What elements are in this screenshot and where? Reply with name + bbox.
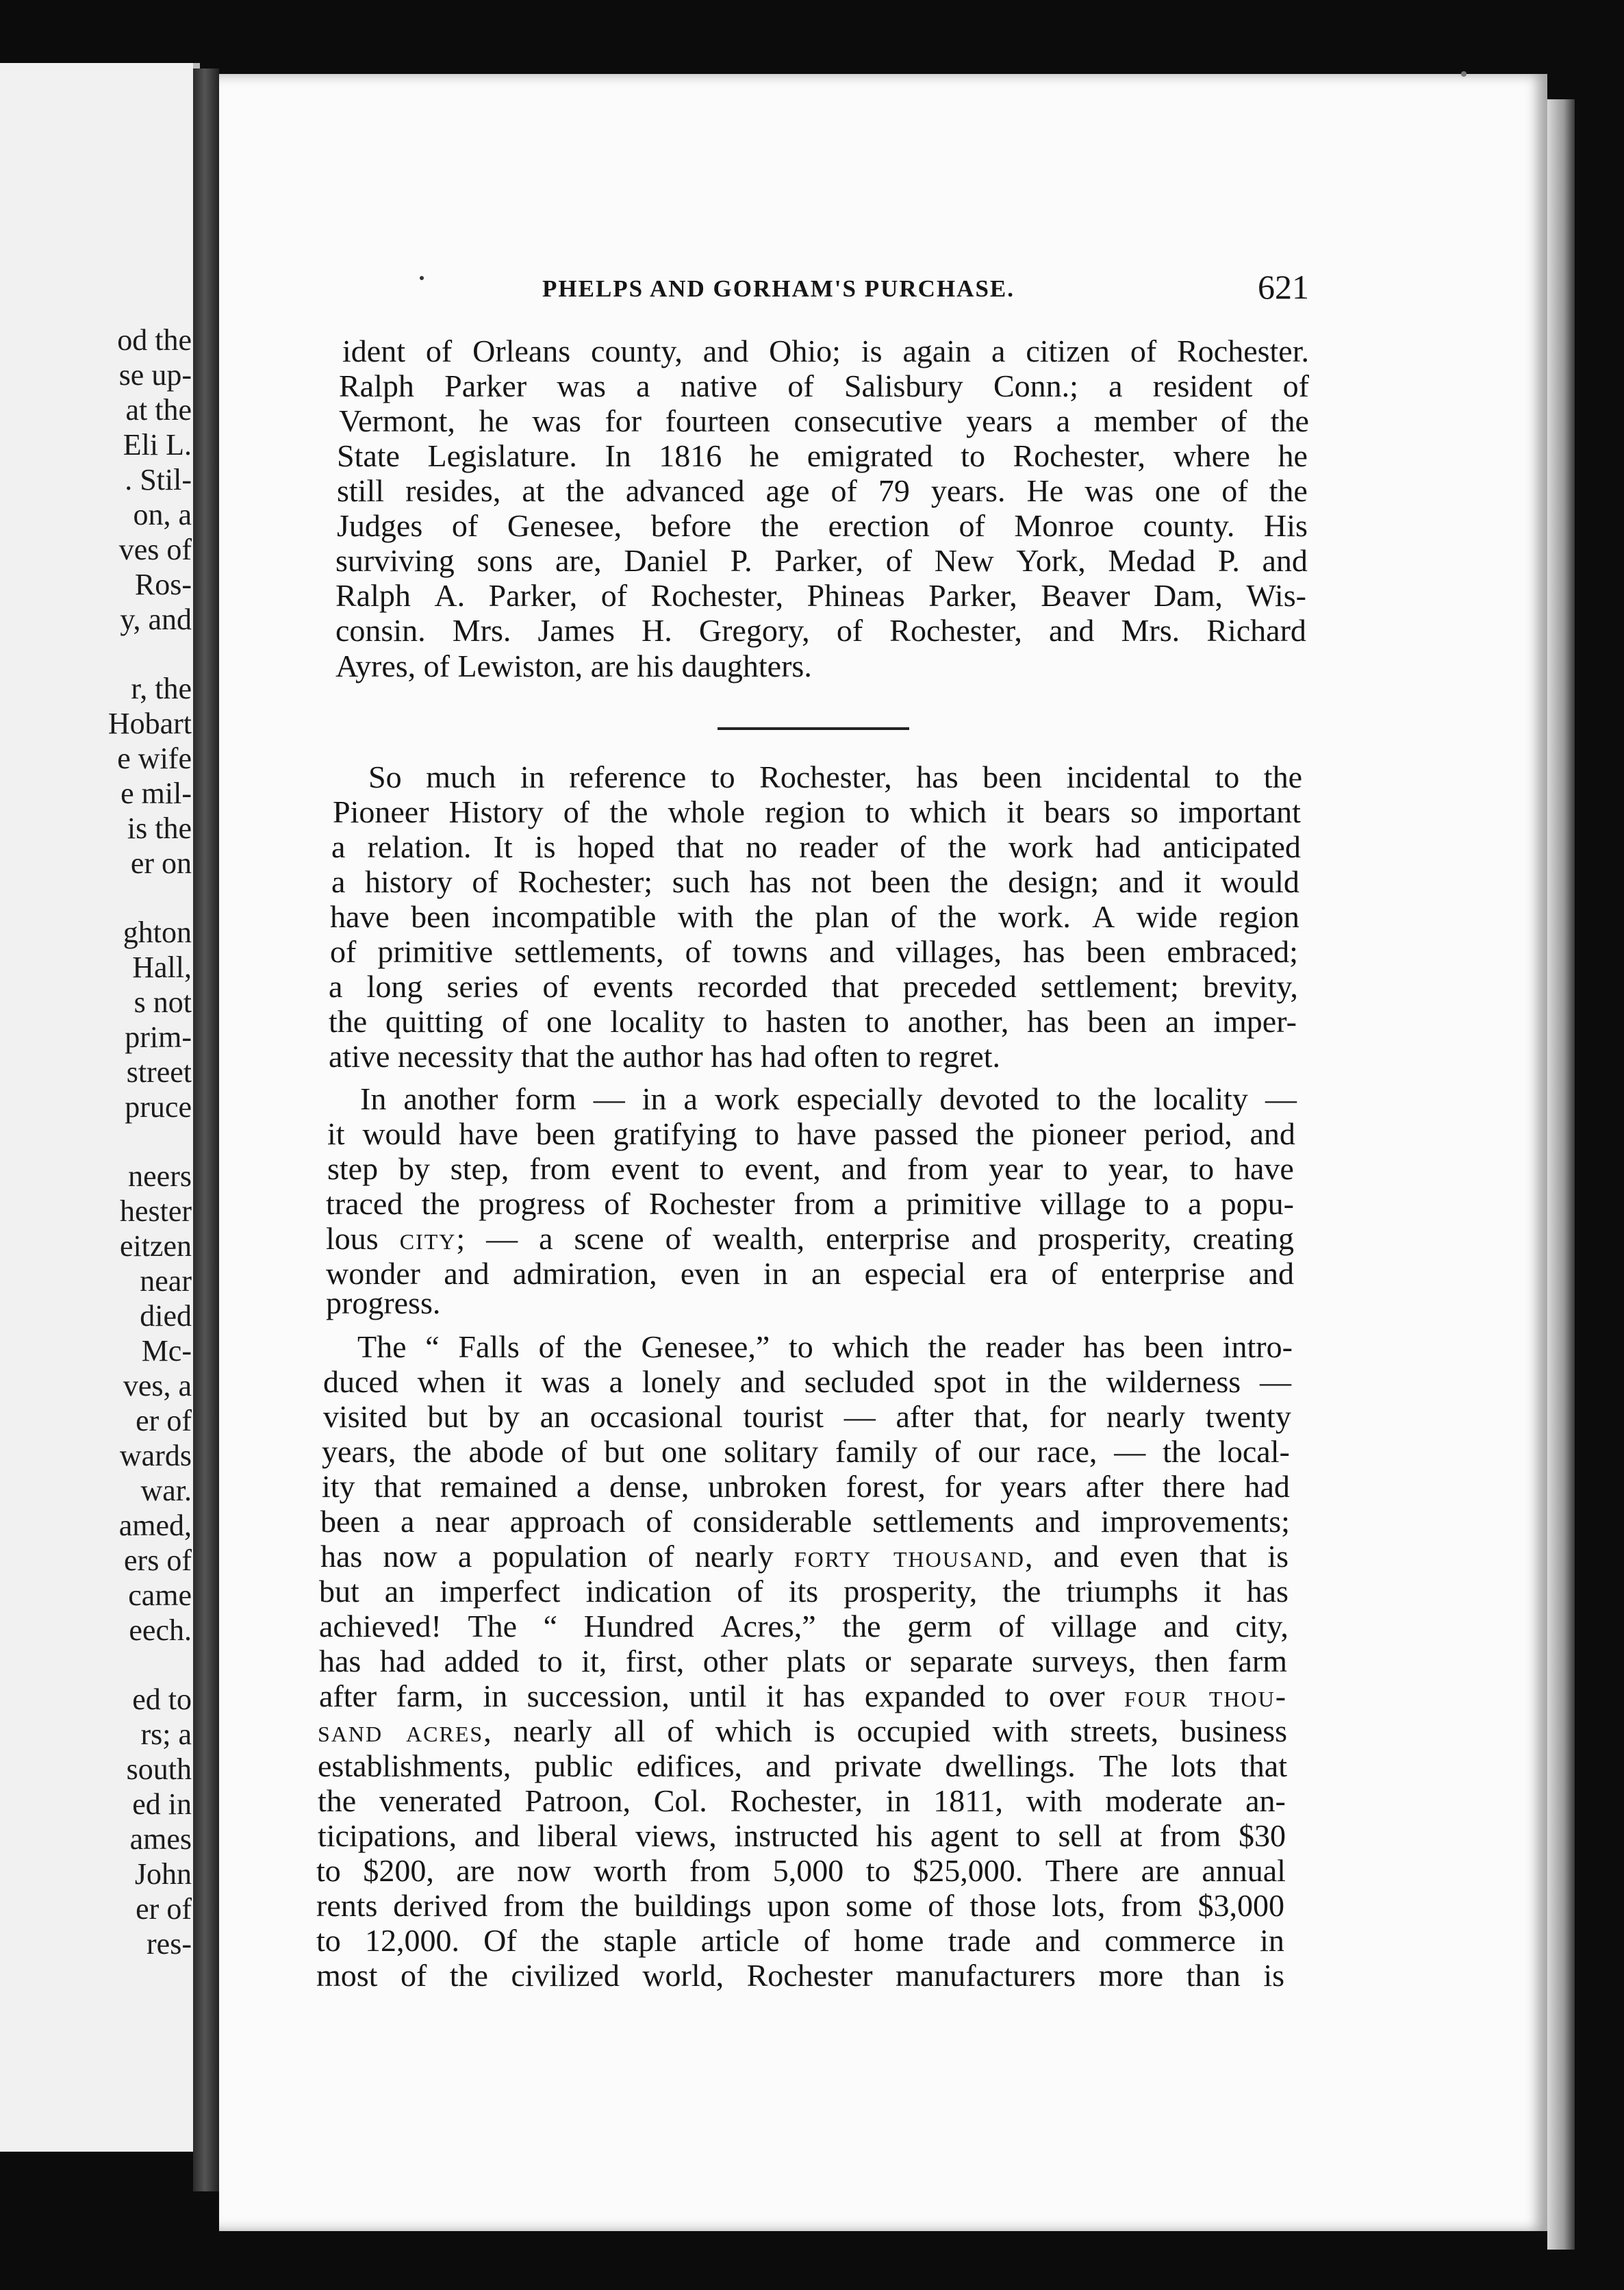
text-line: been a near approach of considerable settlements and improvements;: [320, 1504, 1290, 1539]
text-line: Pioneer History of the whole region to which it bears so important: [333, 794, 1301, 829]
running-head: PHELPS AND GORHAM'S PURCHASE.: [542, 275, 1015, 302]
page-header: [542, 267, 1309, 315]
left-page-fragment: [0, 63, 200, 2152]
text-line: the venerated Patroon, Col. Rochester, in 1811, with moderate an-: [318, 1783, 1286, 1818]
left-page-text-fragment: Hall,: [132, 951, 192, 984]
left-page-text-fragment: ves, a: [123, 1369, 192, 1402]
left-page-text-fragment: eitzen: [119, 1229, 192, 1263]
text-span: [320, 1539, 1289, 1574]
left-page-text-fragment: e wife: [117, 742, 192, 775]
ink-speck: [420, 276, 424, 280]
text-line: of primitive settlements, of towns and villages, has been embraced;: [330, 934, 1298, 969]
left-page-text-fragment: on, a: [133, 498, 192, 531]
left-page-text-fragment: neers: [128, 1159, 192, 1193]
page-edge: [1547, 99, 1575, 2250]
text-fragment: lous: [326, 1221, 379, 1256]
left-page-text-fragment: wards: [119, 1439, 192, 1472]
text-line: [320, 1541, 1289, 1572]
left-page-text-fragment: came: [128, 1578, 192, 1612]
book-gutter: [193, 68, 219, 2191]
text-line: The “ Falls of the Genesee,” to which the reader has been intro-: [357, 1329, 1293, 1364]
small-caps-word: sand acres: [318, 1713, 484, 1748]
left-page-text-fragment: ghton: [123, 916, 192, 949]
text-fragment: , nearly all of which is occupied with streets, business: [483, 1713, 1287, 1748]
text-fragment: after farm, in succession, until it has expanded to over: [319, 1678, 1105, 1713]
text-line: to $200, are now worth from 5,000 to $25,000. There are annual: [316, 1853, 1286, 1888]
small-caps-word: city: [399, 1221, 457, 1256]
left-page-text-fragment: Mc-: [141, 1334, 192, 1368]
text-line: Ayres, of Lewiston, are his daughters.: [335, 649, 812, 683]
section-divider: [718, 727, 909, 730]
text-line: a relation. It is hoped that no reader of the work had anticipated: [331, 829, 1301, 864]
text-span: [319, 1678, 1287, 1713]
left-page-text-fragment: ames: [129, 1822, 192, 1856]
text-line: rents derived from the buildings upon some of those lots, from $3,000: [316, 1888, 1284, 1923]
text-span: [318, 1713, 1287, 1748]
text-line: visited but by an occasional tourist — after that, for nearly twenty: [323, 1399, 1291, 1434]
left-page-text-fragment: Hobart: [107, 707, 192, 740]
left-page-text-fragment: s not: [134, 985, 192, 1019]
left-page-text-fragment: . Stil-: [125, 463, 192, 496]
text-line: years, the abode of but one solitary family of our race, — the local-: [322, 1434, 1290, 1469]
left-page-text-fragment: ed in: [132, 1787, 192, 1821]
left-page-text-fragment: r, the: [131, 672, 192, 705]
left-page-text-fragment: south: [126, 1752, 192, 1786]
text-line: progress.: [326, 1285, 441, 1320]
text-line: traced the progress of Rochester from a primitive village to a popu-: [326, 1186, 1294, 1221]
text-line: establishments, public edifices, and private dwellings. The lots that: [318, 1748, 1287, 1783]
left-page-text-fragment: rs; a: [140, 1718, 192, 1751]
text-line: duced when it was a lonely and secluded spot in the wilderness —: [323, 1364, 1291, 1399]
text-line: but an imperfect indication of its prosperity, the triumphs it has: [319, 1574, 1289, 1609]
left-page-text-fragment: is the: [127, 811, 192, 845]
left-page-text-fragment: y, and: [120, 603, 192, 636]
small-caps-word: four thou-: [1124, 1678, 1288, 1713]
text-fragment: , and even that is: [1025, 1539, 1289, 1574]
text-line: So much in reference to Rochester, has been incidental to the: [368, 759, 1302, 794]
text-line: a history of Rochester; such has not been the design; and it would: [331, 864, 1299, 899]
left-page-text-fragment: er of: [136, 1892, 192, 1926]
left-page-text-fragment: se up-: [118, 358, 192, 392]
text-line: step by step, from event to event, and from year to year, to have: [327, 1151, 1294, 1186]
left-page-text-fragment: near: [140, 1264, 192, 1298]
text-line: consin. Mrs. James H. Gregory, of Rochester, and Mrs. Richard: [335, 613, 1306, 648]
left-page-text-fragment: street: [126, 1055, 192, 1089]
text-line: to 12,000. Of the staple article of home trade and commerce in: [316, 1923, 1284, 1958]
text-line: Ralph Parker was a native of Salisbury Conn.; a resident of: [339, 368, 1309, 403]
left-page-text-fragment: at the: [125, 393, 192, 427]
text-line: wonder and admiration, even in an especial era of enterprise and: [326, 1256, 1294, 1291]
left-page-text-fragment: er on: [130, 846, 192, 880]
text-line: [326, 1223, 1294, 1255]
text-fragment: has now a population of nearly: [320, 1539, 774, 1574]
left-page-text-fragment: hester: [119, 1194, 192, 1228]
left-page-text-fragment: war.: [140, 1474, 192, 1507]
text-line: achieved! The “ Hundred Acres,” the germ of village and city,: [319, 1609, 1289, 1644]
left-page-text-fragment: ers of: [124, 1544, 192, 1577]
text-line: ity that remained a dense, unbroken forest, for years after there had: [322, 1469, 1290, 1504]
text-line: surviving sons are, Daniel P. Parker, of New York, Medad P. and: [335, 543, 1308, 578]
text-line: a long series of events recorded that preceded settlement; brevity,: [329, 969, 1298, 1004]
left-page-text-fragment: John: [134, 1857, 192, 1891]
text-fragment: ; — a scene of wealth, enterprise and prosperity, creating: [456, 1221, 1294, 1256]
text-line: most of the civilized world, Rochester manufacturers more than is: [316, 1958, 1284, 1993]
text-line: [318, 1715, 1287, 1747]
left-page-text-fragment: ed to: [132, 1683, 192, 1716]
left-page-text-fragment: Eli L.: [123, 428, 192, 462]
text-line: has had added to it, first, other plats or separate surveys, then farm: [319, 1644, 1287, 1678]
text-line: State Legislature. In 1816 he emigrated to Rochester, where he: [337, 438, 1308, 473]
text-line: the quitting of one locality to hasten to another, has been an imper-: [329, 1004, 1297, 1039]
text-line: ative necessity that the author has had often to regret.: [329, 1039, 1000, 1074]
text-line: In another form — in a work especially devoted to the locality —: [360, 1081, 1297, 1116]
left-page-text-fragment: ves of: [118, 533, 192, 566]
text-line: Ralph A. Parker, of Rochester, Phineas Parker, Beaver Dam, Wis-: [335, 578, 1306, 613]
text-line: it would have been gratifying to have passed the pioneer period, and: [327, 1116, 1295, 1151]
left-page-text-fragment: amed,: [118, 1509, 192, 1542]
left-page-text-fragment: res-: [147, 1927, 192, 1961]
text-line: Vermont, he was for fourteen consecutive years a member of the: [339, 403, 1309, 438]
left-page-text-fragment: e mil-: [120, 777, 192, 810]
left-page-text-fragment: died: [140, 1299, 192, 1333]
text-line: have been incompatible with the plan of the work. A wide region: [330, 899, 1299, 934]
text-span: [326, 1221, 1294, 1256]
scan-speck: [1461, 71, 1467, 77]
text-line: ident of Orleans county, and Ohio; is again a citizen of Rochester.: [342, 334, 1309, 368]
text-line: Judges of Genesee, before the erection of Monroe county. His: [337, 508, 1308, 543]
small-caps-word: forty thousand: [794, 1539, 1025, 1574]
left-page-text-fragment: prim-: [125, 1020, 192, 1054]
left-page-text-fragment: er of: [136, 1404, 192, 1437]
left-page-text-fragment: eech.: [129, 1613, 192, 1647]
left-page-text-fragment: od the: [117, 323, 192, 357]
text-line: [319, 1678, 1288, 1713]
text-line: still resides, at the advanced age of 79 years. He was one of the: [337, 473, 1308, 508]
left-page-text-fragment: pruce: [125, 1090, 192, 1124]
text-line: ticipations, and liberal views, instructed his agent to sell at from $30: [318, 1818, 1286, 1853]
page-number: 621: [1258, 268, 1309, 306]
left-page-text-fragment: Ros-: [134, 568, 192, 601]
